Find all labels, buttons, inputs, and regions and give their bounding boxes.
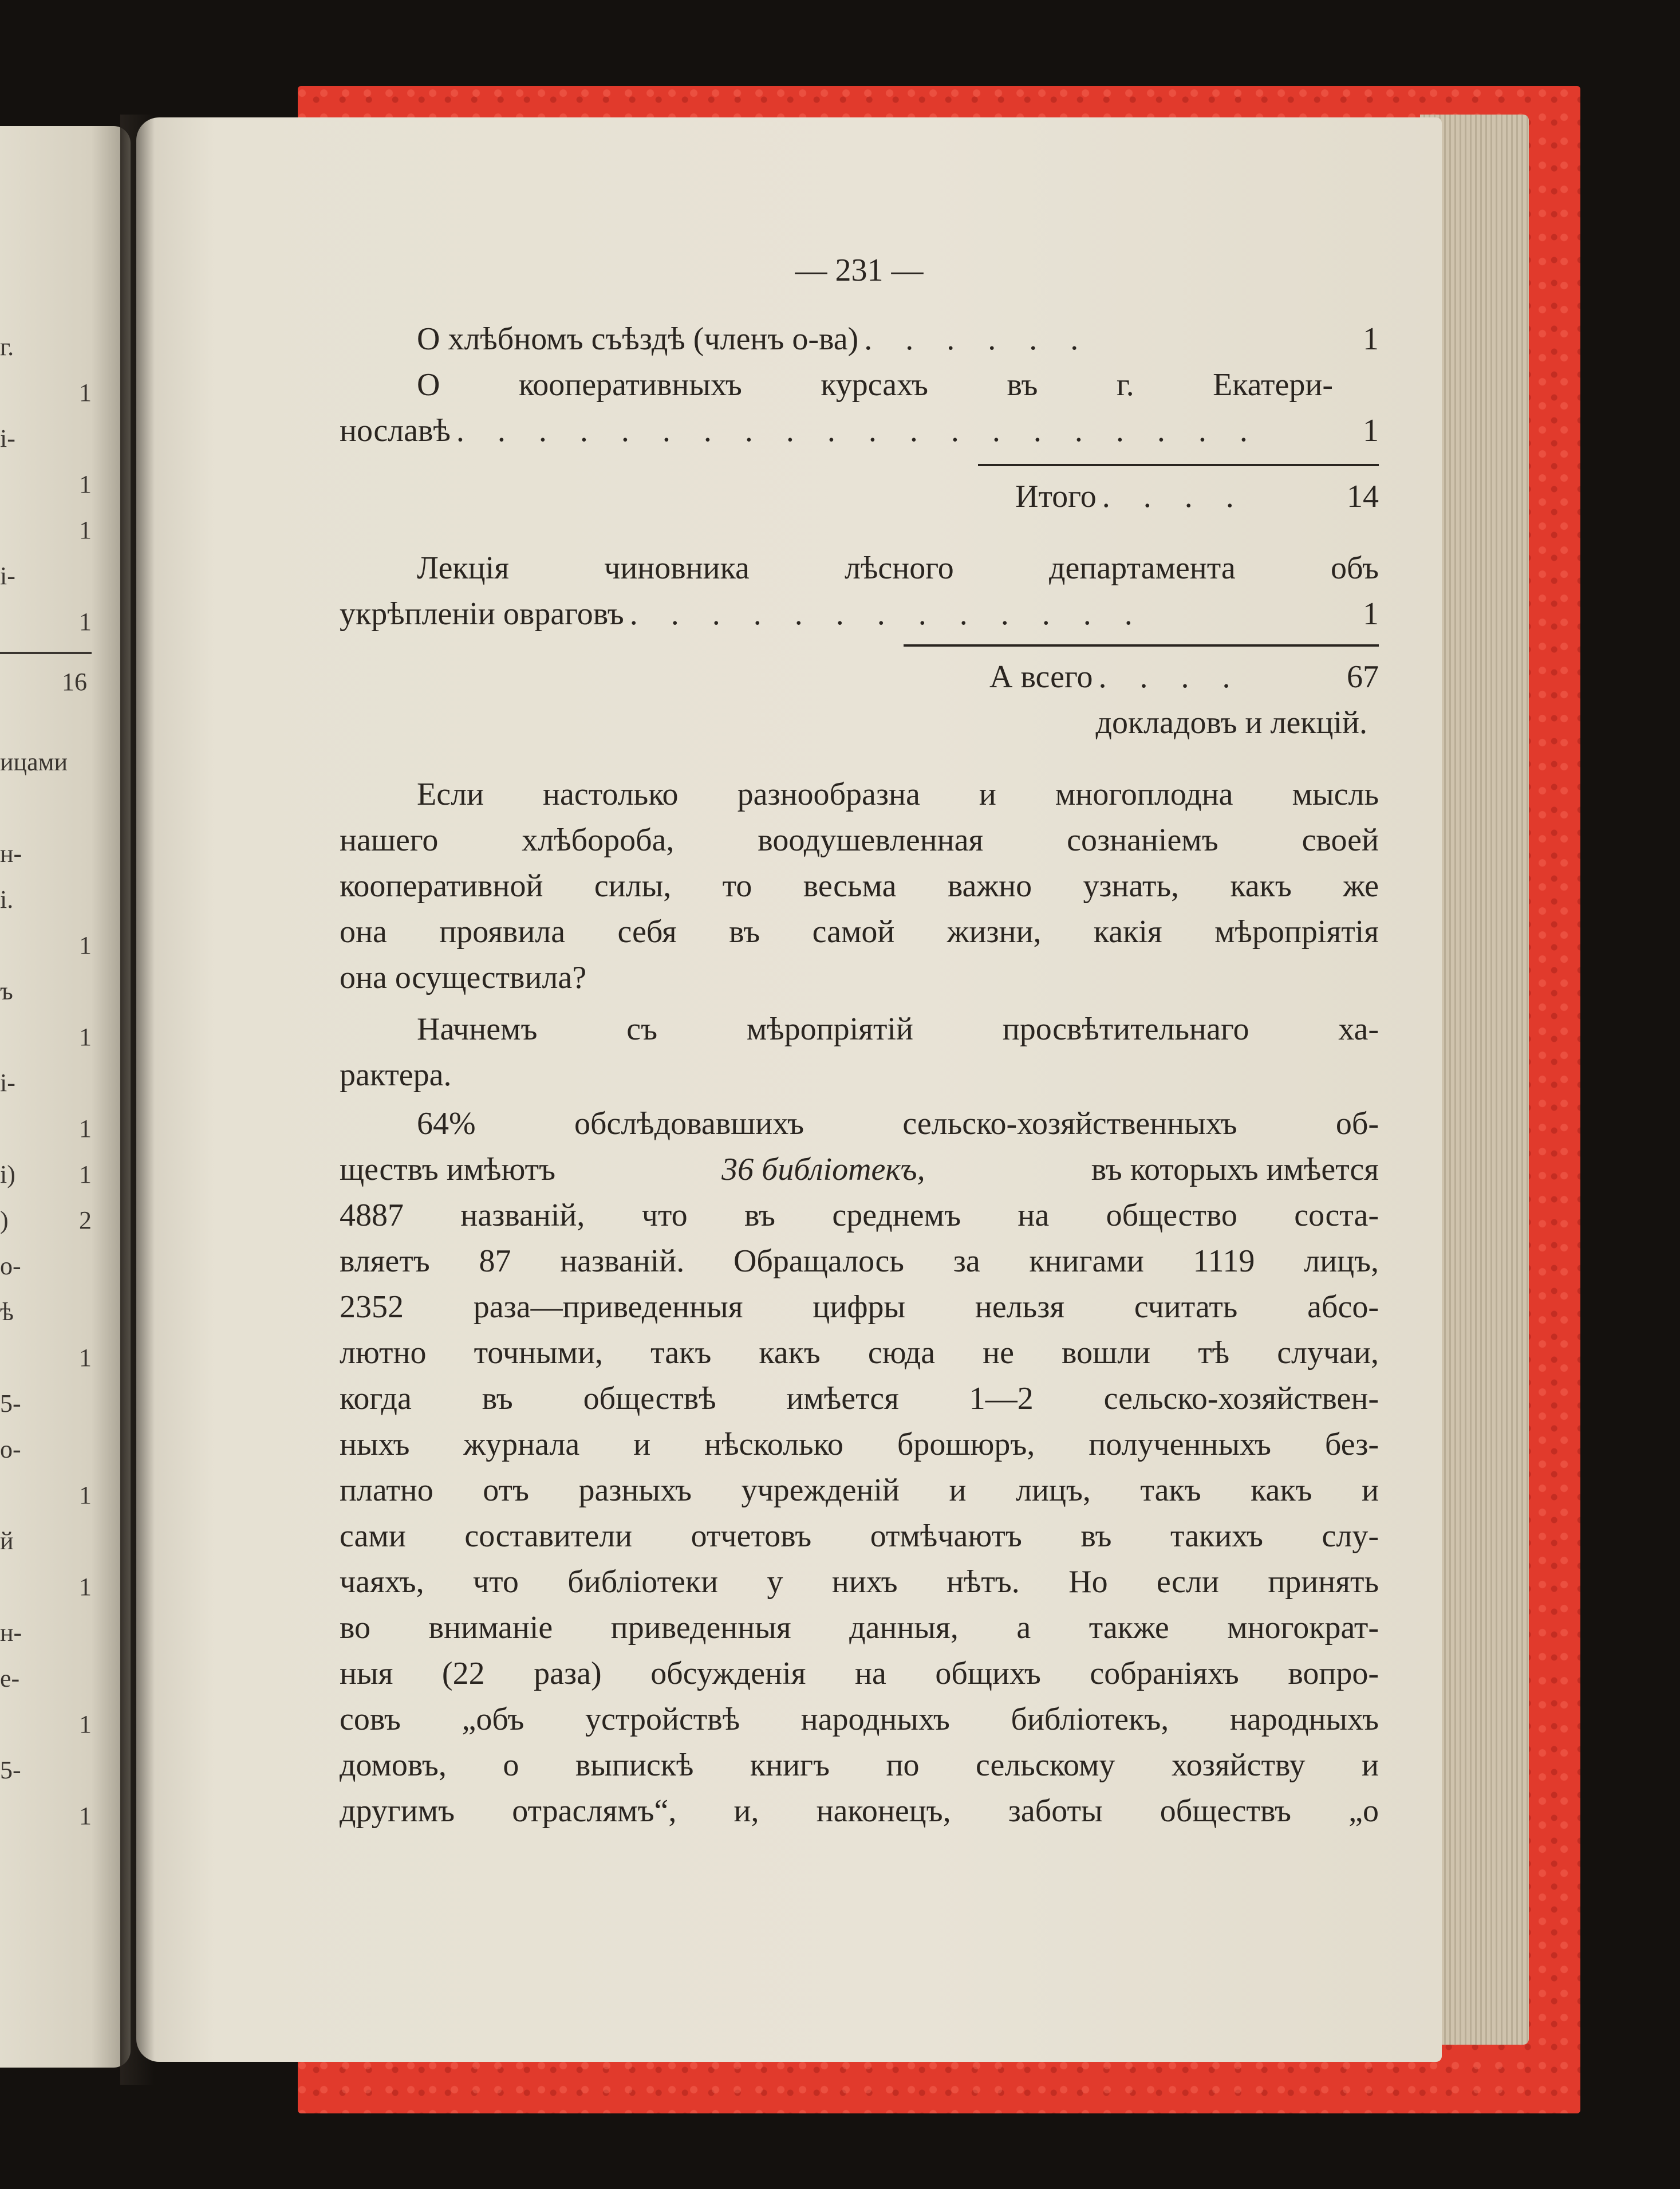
right-page [136,117,1442,2062]
paragraph-line: ныхъ журнала и нѣсколько брошюръ, полученныхъ без- [340,1427,1379,1462]
left-number: 1 [79,470,92,498]
total-row [989,659,1379,695]
paragraph-line: она проявила себя въ самой жизни, какія мѣропріятія [340,914,1379,950]
paragraph-line: кооперативной силы, то весьма важно узнать, какъ же [340,868,1379,904]
left-fragment: й [0,1527,14,1555]
total-label: А всего [989,659,1093,695]
paragraph-line [340,1151,1379,1191]
entry-text: нославѣ [340,413,451,448]
total-value: 67 [1347,659,1379,695]
page-number: — 231 — [795,253,924,288]
paragraph-line: Начнемъ съ мѣропріятій просвѣтительнаго ха- [417,1011,1379,1047]
paragraph-line: лютно точными, такъ какъ сюда не вошли тѣ случаи, [340,1335,1379,1371]
left-number: 2 [79,1206,92,1234]
entry-value: 1 [1363,321,1379,357]
entry-text: О кооперативныхъ курсахъ въ г. Екатери- [417,367,1333,403]
text-segment: въ которыхъ имѣется [1091,1152,1379,1187]
paragraph-line: платно отъ разныхъ учрежденій и лицъ, такъ какъ и [340,1473,1379,1508]
left-fragment: ицами [0,748,68,776]
sum-rule [904,644,1379,647]
total-label: Итого [1015,479,1097,514]
left-fragment: 5- [0,1389,21,1418]
total-value: 14 [1347,479,1379,514]
entry-row [340,596,1379,632]
book-gutter-shadow [120,115,155,2085]
paragraph-line: во вниманіе приведенныя данныя, а также многократ- [340,1610,1379,1645]
paragraph-line: чаяхъ, что библіотеки у нихъ нѣтъ. Но если принять [340,1564,1379,1600]
left-fragment: е- [0,1664,20,1692]
left-fragment: о- [0,1435,21,1463]
left-page [0,126,131,2068]
text-segment: ществъ имѣютъ [340,1152,556,1187]
left-fragment: і) [0,1160,15,1188]
paragraph-line: она осуществила? [340,960,587,995]
left-number: 1 [79,931,92,959]
left-number: 1 [79,1802,92,1830]
left-number: 1 [79,1160,92,1188]
entry-text: О хлѣбномъ съѣздѣ (членъ о-ва) [417,321,859,357]
left-fragment: і- [0,424,15,452]
sum-rule [978,464,1379,466]
left-fragment: і. [0,885,14,914]
left-fragment: ъ [0,977,13,1005]
left-fragment: і- [0,1069,15,1097]
paragraph-line: 64% обслѣдовавшихъ сельско-хозяйственныхъ об- [417,1106,1379,1141]
left-number: 1 [79,1710,92,1738]
paragraph-line: сами составители отчетовъ отмѣчаютъ въ такихъ слу- [340,1518,1379,1554]
left-fragment: г. [0,333,14,361]
left-fragment: н- [0,1619,22,1647]
emphasized-text: 36 библіотекъ, [721,1152,925,1187]
left-number: 1 [79,379,92,407]
left-number: 1 [79,1023,92,1051]
left-number: 1 [79,516,92,544]
paragraph-line: 4887 названій, что въ среднемъ на общество соста- [340,1198,1379,1233]
paragraph-line: рактера. [340,1057,452,1093]
left-number: 1 [79,608,92,636]
left-fragment: н- [0,840,22,868]
entry-dots: . . . . . . [864,321,1091,357]
left-fragment: ѣ [0,1298,14,1326]
entry-text: Лекція чиновника лѣсного департамента объ [417,550,1379,586]
total-note: докладовъ и лекцій. [1095,705,1367,741]
entry-row [340,412,1379,449]
left-fragment: о- [0,1252,21,1280]
entry-row [340,321,1379,357]
paragraph-line: Если настолько разнообразна и многоплодна мысль [417,777,1379,812]
left-fragment: і- [0,562,15,590]
left-number: 1 [79,1481,92,1509]
paragraph-line: нашего хлѣбороба, воодушевленная сознаніемъ своей [340,822,1379,858]
total-dots: . . . . [1098,659,1243,695]
entry-value: 1 [1363,596,1379,632]
entry-dots: . . . . . . . . . . . . . [629,596,1145,632]
paragraph-line: другимъ отраслямъ“, и, наконецъ, заботы обществъ „о [340,1793,1379,1829]
left-fragment: 5- [0,1756,21,1784]
paragraph-line: 2352 раза—приведенныя цифры нельзя считать абсо- [340,1289,1379,1325]
paragraph-line: совъ „объ устройствѣ народныхъ библіотекъ, народныхъ [340,1702,1379,1737]
paragraph-line: домовъ, о выпискѣ книгъ по сельскому хозяйству и [340,1747,1379,1783]
entry-dots: . . . . . . . . . . . . . . . . . . . . [456,413,1260,448]
paragraph-line: вляетъ 87 названій. Обращалось за книгами 1119 лицъ, [340,1243,1379,1279]
paragraph-line: когда въ обществѣ имѣется 1—2 сельско-хозяйствен- [340,1381,1379,1416]
total-row [1015,478,1379,515]
left-number: 1 [79,1115,92,1143]
left-number: 1 [79,1573,92,1601]
entry-value: 1 [1363,413,1379,448]
left-number: 1 [79,1344,92,1372]
entry-text: укрѣпленіи овраговъ [340,596,624,632]
left-fragment: ) [0,1206,9,1234]
left-rule [0,652,92,654]
left-number: 16 [62,668,87,696]
total-dots: . . . . [1102,479,1247,514]
paragraph-line: ныя (22 раза) обсужденія на общихъ собраніяхъ вопро- [340,1656,1379,1691]
